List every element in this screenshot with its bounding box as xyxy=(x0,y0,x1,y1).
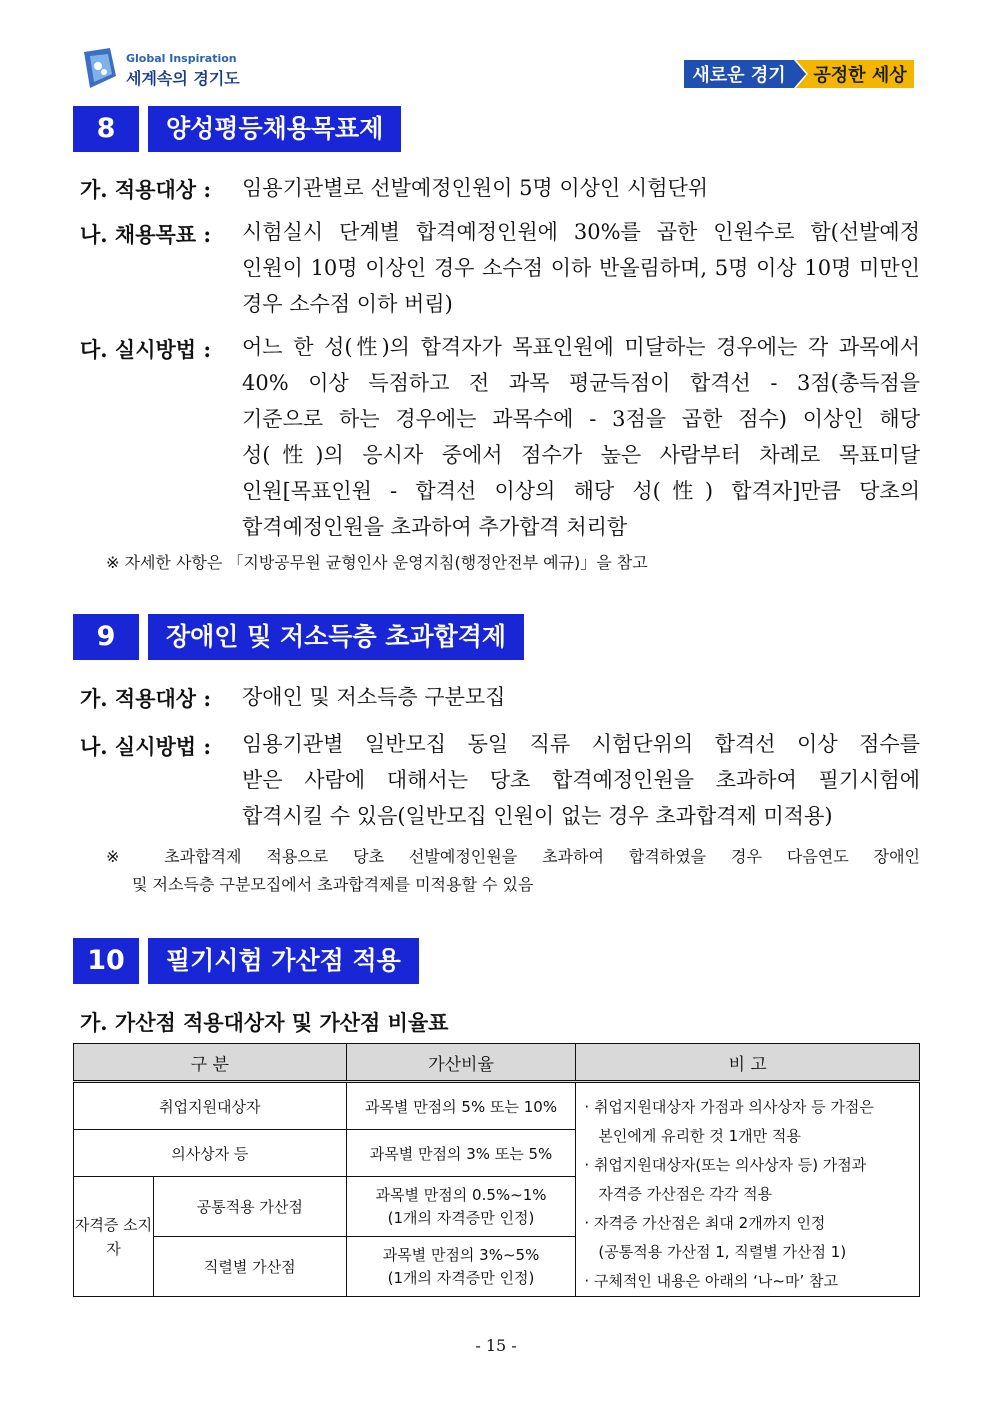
s8-method-line: 합격예정인원을 초과하여 추가합격 처리함 xyxy=(242,515,628,539)
table-header-row xyxy=(74,1044,920,1082)
s9-method-line: 받은 사람에 대해서는 당초 합격예정인원을 초과하여 필기시험에 xyxy=(242,768,920,792)
section-10-number: 10 xyxy=(73,938,139,984)
rate-line: (1개의 자격증만 인정) xyxy=(387,1208,535,1227)
s8-method-line: 성(性)의 응시자 중에서 점수가 높은 사람부터 차례로 목표미달 xyxy=(242,443,920,467)
slogan-left: 새로운 경기 xyxy=(692,65,786,86)
s8-goal-line: 인원이 10명 이상인 경우 소수점 이하 반올림하며, 5명 이상 10명 미만인 xyxy=(242,256,920,280)
s9-target-label: 가. 적용대상 : xyxy=(80,686,212,711)
bonus-points-table xyxy=(73,1043,920,1297)
row-group-label: 자격증 소지자 xyxy=(74,1177,154,1297)
row-label: 취업지원대상자 xyxy=(74,1082,347,1130)
logo-name: 세계속의 경기도 xyxy=(126,69,240,88)
s9-method-text xyxy=(242,726,920,834)
row-label: 공통적용 가산점 xyxy=(153,1177,346,1237)
gyeonggi-logo xyxy=(80,44,250,96)
row-rate: 과목별 만점의 3% 또는 5% xyxy=(346,1130,576,1177)
row-label: 직렬별 가산점 xyxy=(153,1237,346,1297)
rate-line: 과목별 만점의 0.5%∼1% xyxy=(375,1185,547,1204)
s8-goal-line: 경우 소수점 이하 버림) xyxy=(242,292,453,316)
remarks-cell xyxy=(576,1082,920,1297)
row-rate xyxy=(346,1177,576,1237)
remark-line: · 구체적인 내용은 아래의 ‘나∼마’ 참고 xyxy=(584,1272,838,1290)
s9-method-label: 나. 실시방법 : xyxy=(80,734,212,759)
table-row xyxy=(74,1082,920,1130)
remark-line: 본인에게 유리한 것 1개만 적용 xyxy=(598,1127,801,1145)
s8-method-line: 기준으로 하는 경우에는 과목수에 - 3점을 곱한 점수) 이상인 해당 xyxy=(242,407,920,431)
s8-goal-text xyxy=(242,214,920,322)
logo-emblem-icon xyxy=(80,46,120,90)
remark-line: · 취업지원대상자(또는 의사상자 등) 가점과 xyxy=(584,1156,867,1174)
slogan-right: 공정한 세상 xyxy=(813,65,907,86)
section-9-title: 장애인 및 저소득층 초과합격제 xyxy=(148,614,524,660)
s8-target-label: 가. 적용대상 : xyxy=(80,177,212,202)
rate-line: 과목별 만점의 3%∼5% xyxy=(382,1245,540,1264)
s8-target-text: 임용기관별로 선발예정인원이 5명 이상인 시험단위 xyxy=(242,176,709,200)
row-label: 의사상자 등 xyxy=(74,1130,347,1177)
header-remarks: 비 고 xyxy=(576,1044,920,1082)
s8-method-line: 40% 이상 득점하고 전 과목 평균득점이 합격선 - 3점(총득점을 xyxy=(242,371,920,395)
s8-method-text xyxy=(242,329,920,545)
remark-line: 자격증 가산점은 각각 적용 xyxy=(598,1185,773,1203)
section-8-number: 8 xyxy=(73,106,139,152)
remark-line: · 자격증 가산점은 최대 2개까지 인정 xyxy=(584,1214,826,1232)
page-number: - 15 - xyxy=(475,1336,517,1355)
s9-target-text: 장애인 및 저소득층 구분모집 xyxy=(242,685,506,709)
s8-method-line: 어느 한 성(性)의 합격자가 목표인원에 미달하는 경우에는 각 과목에서 xyxy=(242,335,920,359)
remark-line: (공통적용 가산점 1, 직렬별 가산점 1) xyxy=(598,1243,847,1261)
remark-line: · 취업지원대상자 가점과 의사상자 등 가점은 xyxy=(584,1098,874,1116)
section-10-title: 필기시험 가산점 적용 xyxy=(148,938,419,984)
row-rate xyxy=(346,1237,576,1297)
rate-line: (1개의 자격증만 인정) xyxy=(387,1268,535,1287)
s8-note: ※ 자세한 사항은 「지방공무원 균형인사 운영지침(행정안전부 예규)」을 참고 xyxy=(106,553,648,572)
s8-goal-label: 나. 채용목표 : xyxy=(80,222,212,247)
s9-method-line: 임용기관별 일반모집 동일 직류 시험단위의 합격선 이상 점수를 xyxy=(242,732,920,756)
s9-note-line: 및 저소득층 구분모집에서 초과합격제를 미적용할 수 있음 xyxy=(132,875,534,894)
logo-tagline: Global Inspiration xyxy=(126,52,237,65)
s8-method-label: 다. 실시방법 : xyxy=(80,337,212,362)
s10-subtitle: 가. 가산점 적용대상자 및 가산점 비율표 xyxy=(80,1010,449,1035)
row-rate: 과목별 만점의 5% 또는 10% xyxy=(346,1082,576,1130)
s9-note-line: ※ 초과합격제 적용으로 당초 선발예정인원을 초과하여 합격하였을 경우 다음연도 장애인 xyxy=(106,847,920,866)
section-8-title: 양성평등채용목표제 xyxy=(148,106,401,152)
header-category: 구 분 xyxy=(74,1044,347,1082)
s9-method-line: 합격시킬 수 있음(일반모집 인원이 없는 경우 초과합격제 미적용) xyxy=(242,804,833,828)
slogan-banner xyxy=(684,58,914,90)
header-rate: 가산비율 xyxy=(346,1044,576,1082)
s9-note xyxy=(106,843,920,899)
s8-method-line: 인원[목표인원 - 합격선 이상의 해당 성(性) 합격자]만큼 당초의 xyxy=(242,479,920,503)
section-9-number: 9 xyxy=(73,614,139,660)
s8-goal-line: 시험실시 단계별 합격예정인원에 30%를 곱한 인원수로 함(선발예정 xyxy=(242,220,920,244)
